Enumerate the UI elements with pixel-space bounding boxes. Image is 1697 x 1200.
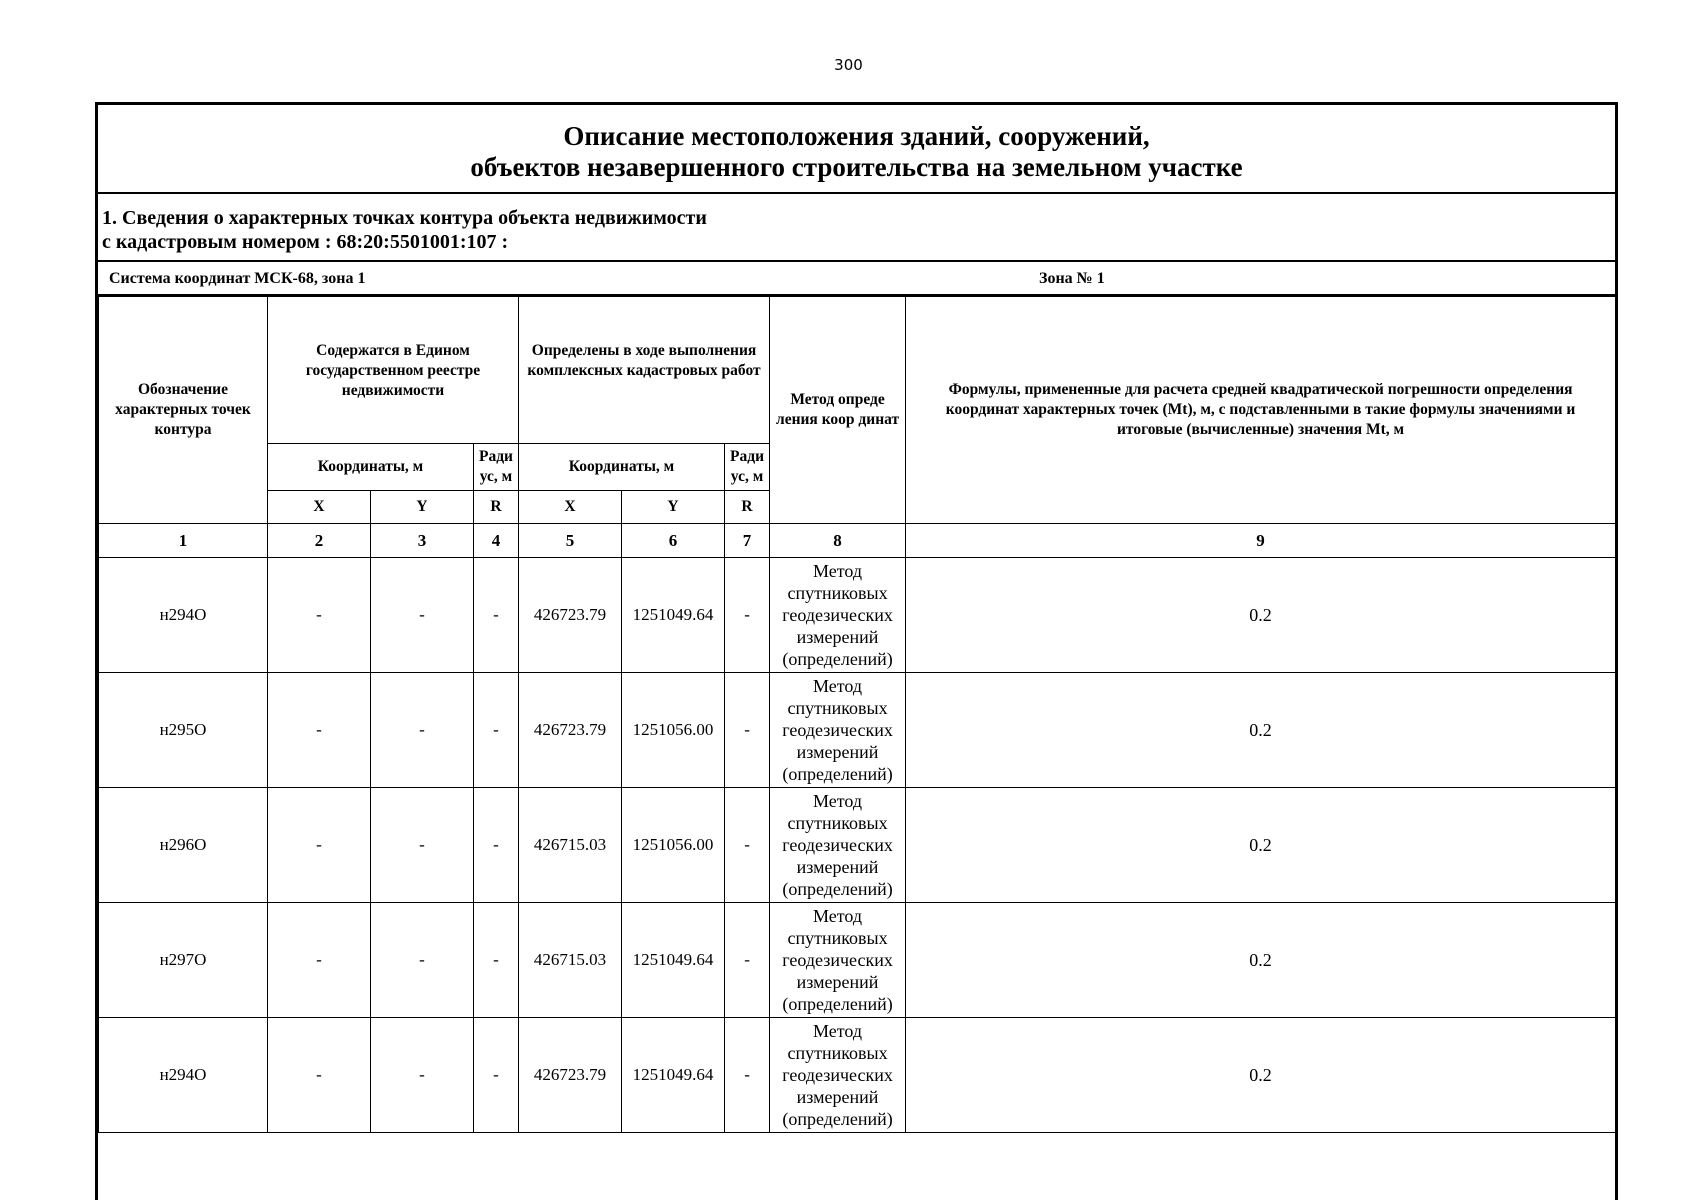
header-kkr-r: R — [725, 491, 770, 524]
column-number: 6 — [622, 524, 725, 558]
title-line-2: объектов незавершенного строительства на земельном участке — [470, 152, 1243, 182]
mt-value: 0.2 — [906, 673, 1616, 788]
egrn-y: - — [371, 788, 474, 903]
coord-x: 426723.79 — [519, 1018, 622, 1133]
coordinate-system-row — [98, 262, 1615, 296]
section-heading — [98, 194, 1615, 262]
table-row — [99, 788, 1616, 903]
header-formulas: Формулы, примененные для расчета средней квадратической погрешности определения координат характерных точек (Mt), м, с подставленными в такие формулы значениями и итоговые (вычисленные) значения Mt, м — [906, 297, 1616, 524]
method: Метод спутниковых геодезических измерений (определений) — [770, 1018, 906, 1133]
header-kkr-radius: Ради ус, м — [725, 444, 770, 491]
document-frame — [95, 102, 1618, 1200]
radius: - — [725, 558, 770, 673]
table-row — [99, 673, 1616, 788]
mt-value: 0.2 — [906, 903, 1616, 1018]
header-egrn-coords: Координаты, м — [268, 444, 474, 491]
radius: - — [725, 788, 770, 903]
method: Метод спутниковых геодезических измерений (определений) — [770, 903, 906, 1018]
header-kkr-coords: Координаты, м — [519, 444, 725, 491]
coord-y: 1251049.64 — [622, 558, 725, 673]
column-number: 1 — [99, 524, 268, 558]
column-number: 2 — [268, 524, 371, 558]
column-number: 8 — [770, 524, 906, 558]
mt-value: 0.2 — [906, 788, 1616, 903]
header-egrn-x: X — [268, 491, 371, 524]
point-name: н297О — [99, 903, 268, 1018]
table-row — [99, 1018, 1616, 1133]
egrn-r: - — [474, 788, 519, 903]
egrn-r: - — [474, 903, 519, 1018]
mt-value: 0.2 — [906, 558, 1616, 673]
column-number: 9 — [906, 524, 1616, 558]
column-number: 4 — [474, 524, 519, 558]
egrn-x: - — [268, 903, 371, 1018]
egrn-y: - — [371, 673, 474, 788]
egrn-r: - — [474, 1018, 519, 1133]
header-group-egrn: Содержатся в Едином государственном реестре недвижимости — [268, 297, 519, 444]
column-number: 5 — [519, 524, 622, 558]
table-row — [99, 558, 1616, 673]
coord-x: 426715.03 — [519, 788, 622, 903]
table-row — [99, 903, 1616, 1018]
header-egrn-r: R — [474, 491, 519, 524]
column-number: 7 — [725, 524, 770, 558]
radius: - — [725, 1018, 770, 1133]
title-line-1: Описание местоположения зданий, сооружений, — [563, 121, 1150, 151]
mt-value: 0.2 — [906, 1018, 1616, 1133]
document-title — [98, 105, 1615, 194]
coord-x: 426723.79 — [519, 558, 622, 673]
column-numbers-row — [99, 524, 1616, 558]
header-kkr-y: Y — [622, 491, 725, 524]
egrn-x: - — [268, 558, 371, 673]
section-line-1: 1. Сведения о характерных точках контура объекта недвижимости — [102, 207, 707, 229]
page-number: 300 — [834, 56, 863, 74]
method: Метод спутниковых геодезических измерений (определений) — [770, 673, 906, 788]
points-table — [98, 296, 1616, 1133]
radius: - — [725, 673, 770, 788]
coord-x: 426723.79 — [519, 673, 622, 788]
header-row-1 — [99, 297, 1616, 444]
section-line-2: с кадастровым номером : 68:20:5501001:107 : — [102, 231, 509, 253]
point-name: н294О — [99, 558, 268, 673]
zone-label: Зона № 1 — [1039, 270, 1105, 287]
coord-x: 426715.03 — [519, 903, 622, 1018]
column-number: 3 — [371, 524, 474, 558]
header-egrn-y: Y — [371, 491, 474, 524]
header-kkr-x: X — [519, 491, 622, 524]
coord-y: 1251056.00 — [622, 788, 725, 903]
coordinate-system-label: Система координат МСК-68, зона 1 — [109, 270, 366, 287]
coord-y: 1251056.00 — [622, 673, 725, 788]
egrn-x: - — [268, 673, 371, 788]
egrn-x: - — [268, 1018, 371, 1133]
radius: - — [725, 903, 770, 1018]
header-point-designation: Обозначение характерных точек контура — [99, 297, 268, 524]
method: Метод спутниковых геодезических измерений (определений) — [770, 558, 906, 673]
egrn-y: - — [371, 903, 474, 1018]
header-group-kkr: Определены в ходе выполнения комплексных кадастровых работ — [519, 297, 770, 444]
header-method: Метод опреде ления коор динат — [770, 297, 906, 524]
coord-y: 1251049.64 — [622, 1018, 725, 1133]
egrn-y: - — [371, 558, 474, 673]
point-name: н294О — [99, 1018, 268, 1133]
method: Метод спутниковых геодезических измерений (определений) — [770, 788, 906, 903]
egrn-y: - — [371, 1018, 474, 1133]
egrn-r: - — [474, 673, 519, 788]
point-name: н296О — [99, 788, 268, 903]
header-egrn-radius: Ради ус, м — [474, 444, 519, 491]
egrn-r: - — [474, 558, 519, 673]
coord-y: 1251049.64 — [622, 903, 725, 1018]
point-name: н295О — [99, 673, 268, 788]
egrn-x: - — [268, 788, 371, 903]
